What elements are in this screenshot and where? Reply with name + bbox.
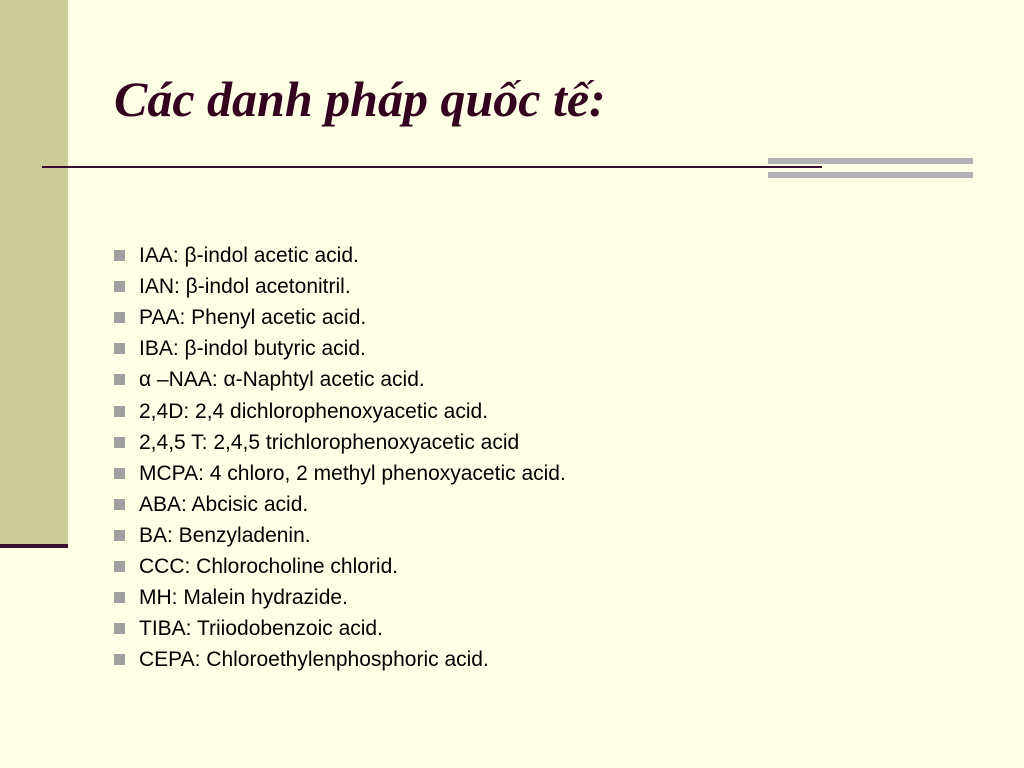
list-item bbox=[114, 458, 566, 489]
list-item-text: CCC: Chlorocholine chlorid. bbox=[139, 554, 399, 578]
square-bullet-icon bbox=[114, 437, 125, 448]
square-bullet-icon bbox=[114, 468, 125, 479]
list-item-text: 2,4,5 T: 2,4,5 trichlorophenoxyacetic acid bbox=[139, 430, 520, 454]
square-bullet-icon bbox=[114, 530, 125, 541]
list-item-text: 2,4D: 2,4 dichlorophenoxyacetic acid. bbox=[139, 399, 489, 423]
list-item bbox=[114, 333, 566, 364]
list-item bbox=[114, 489, 566, 520]
list-item-text: TIBA: Triiodobenzoic acid. bbox=[139, 617, 383, 641]
list-item bbox=[114, 551, 566, 582]
list-item bbox=[114, 613, 566, 644]
list-item bbox=[114, 644, 566, 675]
bullet-list bbox=[114, 240, 566, 675]
list-item-text: PAA: Phenyl acetic acid. bbox=[139, 306, 367, 330]
list-item bbox=[114, 520, 566, 551]
list-item bbox=[114, 240, 566, 271]
list-item-text: IBA: β-indol butyric acid. bbox=[139, 337, 366, 361]
list-item-text: MCPA: 4 chloro, 2 methyl phenoxyacetic acid. bbox=[139, 461, 566, 485]
title-divider-line bbox=[42, 166, 822, 168]
list-item bbox=[114, 427, 566, 458]
square-bullet-icon bbox=[114, 592, 125, 603]
square-bullet-icon bbox=[114, 281, 125, 292]
slide-title: Các danh pháp quốc tế: bbox=[114, 71, 606, 127]
square-bullet-icon bbox=[114, 406, 125, 417]
list-item-text: CEPA: Chloroethylenphosphoric acid. bbox=[139, 648, 489, 672]
list-item bbox=[114, 582, 566, 613]
square-bullet-icon bbox=[114, 499, 125, 510]
list-item bbox=[114, 395, 566, 426]
list-item-text: IAA: β-indol acetic acid. bbox=[139, 244, 359, 268]
accent-bar-top bbox=[768, 158, 973, 164]
list-item bbox=[114, 364, 566, 395]
list-item-text: MH: Malein hydrazide. bbox=[139, 586, 348, 610]
square-bullet-icon bbox=[114, 374, 125, 385]
left-decorative-band bbox=[0, 0, 68, 544]
square-bullet-icon bbox=[114, 561, 125, 572]
square-bullet-icon bbox=[114, 312, 125, 323]
list-item-text: α –NAA: α-Naphtyl acetic acid. bbox=[139, 368, 425, 392]
list-item-text: IAN: β-indol acetonitril. bbox=[139, 275, 351, 299]
square-bullet-icon bbox=[114, 654, 125, 665]
square-bullet-icon bbox=[114, 250, 125, 261]
accent-bar-bottom bbox=[768, 172, 973, 178]
list-item bbox=[114, 271, 566, 302]
left-band-underline bbox=[0, 544, 68, 548]
square-bullet-icon bbox=[114, 623, 125, 634]
list-item bbox=[114, 302, 566, 333]
list-item-text: ABA: Abcisic acid. bbox=[139, 492, 309, 516]
square-bullet-icon bbox=[114, 343, 125, 354]
list-item-text: BA: Benzyladenin. bbox=[139, 523, 311, 547]
